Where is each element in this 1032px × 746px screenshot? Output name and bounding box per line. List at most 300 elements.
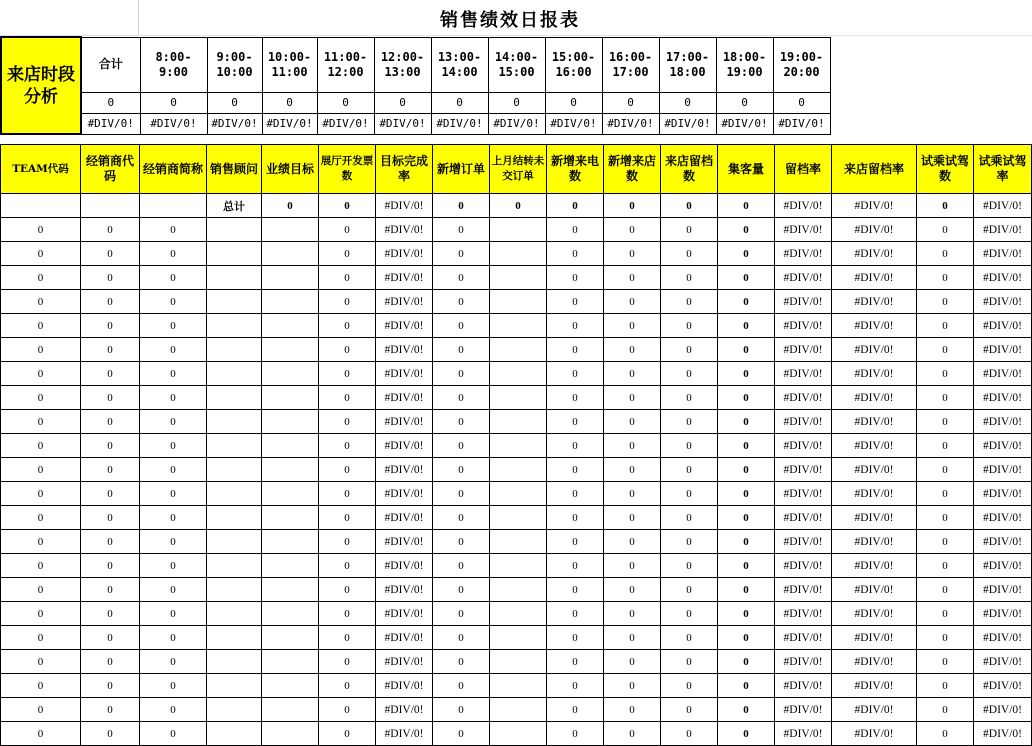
table-cell[interactable] <box>262 362 319 386</box>
table-cell[interactable]: 0 <box>433 650 490 674</box>
table-cell[interactable]: 0 <box>1 506 81 530</box>
table-cell[interactable]: 0 <box>917 722 974 746</box>
table-cell[interactable]: 0 <box>433 242 490 266</box>
table-cell[interactable]: #DIV/0! <box>775 698 832 722</box>
table-cell[interactable]: 0 <box>319 410 376 434</box>
column-header[interactable]: 经销商简称 <box>140 145 207 194</box>
table-cell[interactable]: 0 <box>604 674 661 698</box>
table-cell[interactable]: 0 <box>661 482 718 506</box>
table-cell[interactable]: 0 <box>1 722 81 746</box>
table-cell[interactable]: 0 <box>547 602 604 626</box>
table-cell[interactable] <box>207 290 262 314</box>
table-cell[interactable]: #DIV/0! <box>775 722 832 746</box>
table-cell[interactable]: 0 <box>140 698 207 722</box>
column-header[interactable]: 销售顾问 <box>207 145 262 194</box>
column-header[interactable]: 新增订单 <box>433 145 490 194</box>
table-cell[interactable] <box>207 458 262 482</box>
table-cell[interactable]: #DIV/0! <box>775 578 832 602</box>
table-cell[interactable]: #DIV/0! <box>974 674 1032 698</box>
table-cell[interactable]: 0 <box>718 290 775 314</box>
table-cell[interactable]: 0 <box>917 506 974 530</box>
table-cell[interactable]: 0 <box>1 386 81 410</box>
table-cell[interactable]: 0 <box>547 362 604 386</box>
table-cell[interactable]: #DIV/0! <box>775 386 832 410</box>
table-cell[interactable] <box>262 266 319 290</box>
table-cell[interactable]: 0 <box>604 314 661 338</box>
table-cell[interactable] <box>262 218 319 242</box>
time-slot-header[interactable]: 14:00- 15:00 <box>488 37 545 92</box>
table-cell[interactable]: #DIV/0! <box>832 362 917 386</box>
table-cell[interactable]: 0 <box>547 410 604 434</box>
table-cell[interactable]: 0 <box>547 338 604 362</box>
time-slot-header[interactable]: 17:00- 18:00 <box>659 37 716 92</box>
table-cell[interactable]: 0 <box>547 722 604 746</box>
table-cell[interactable]: 0 <box>433 626 490 650</box>
table-cell[interactable]: 0 <box>547 194 604 218</box>
table-cell[interactable] <box>490 626 547 650</box>
table-cell[interactable]: 0 <box>718 434 775 458</box>
table-cell[interactable]: 0 <box>661 530 718 554</box>
table-cell[interactable]: 0 <box>547 506 604 530</box>
table-cell[interactable] <box>207 314 262 338</box>
table-cell[interactable] <box>207 266 262 290</box>
table-cell[interactable]: #DIV/0! <box>775 674 832 698</box>
table-cell[interactable]: 0 <box>547 482 604 506</box>
table-cell[interactable]: 0 <box>1 482 81 506</box>
table-cell[interactable] <box>262 722 319 746</box>
table-cell[interactable]: #DIV/0! <box>832 722 917 746</box>
table-cell[interactable]: 0 <box>718 194 775 218</box>
table-cell[interactable]: 0 <box>661 458 718 482</box>
table-cell[interactable]: 0 <box>917 458 974 482</box>
table-cell[interactable] <box>490 386 547 410</box>
table-cell[interactable]: 0 <box>1 338 81 362</box>
time-slot-header[interactable]: 10:00- 11:00 <box>262 37 317 92</box>
table-cell[interactable]: #DIV/0! <box>832 482 917 506</box>
table-cell[interactable]: #DIV/0! <box>974 242 1032 266</box>
table-cell[interactable]: 0 <box>547 314 604 338</box>
table-cell[interactable]: 0 <box>547 242 604 266</box>
table-cell[interactable]: 0 <box>917 698 974 722</box>
table-cell[interactable]: 0 <box>547 626 604 650</box>
table-cell[interactable]: #DIV/0! <box>376 194 433 218</box>
table-cell[interactable] <box>490 674 547 698</box>
table-cell[interactable] <box>207 506 262 530</box>
table-cell[interactable]: #DIV/0! <box>974 482 1032 506</box>
table-cell[interactable]: 0 <box>661 602 718 626</box>
table-cell[interactable]: 0 <box>661 578 718 602</box>
table-cell[interactable] <box>490 602 547 626</box>
table-cell[interactable]: 0 <box>547 458 604 482</box>
table-cell[interactable] <box>490 698 547 722</box>
table-cell[interactable]: #DIV/0! <box>775 482 832 506</box>
table-cell[interactable]: 0 <box>604 218 661 242</box>
table-cell[interactable]: 0 <box>547 650 604 674</box>
table-cell[interactable]: 0 <box>917 602 974 626</box>
table-cell[interactable]: #DIV/0! <box>974 458 1032 482</box>
table-cell[interactable]: 0 <box>718 458 775 482</box>
table-cell[interactable]: 0 <box>917 554 974 578</box>
table-cell[interactable]: #DIV/0! <box>832 290 917 314</box>
table-cell[interactable]: 0 <box>718 578 775 602</box>
table-cell[interactable]: 0 <box>433 602 490 626</box>
table-cell[interactable]: 0 <box>718 506 775 530</box>
table-cell[interactable]: 0 <box>1 578 81 602</box>
table-cell[interactable] <box>207 386 262 410</box>
slot-count-cell[interactable]: 0 <box>374 92 431 113</box>
table-cell[interactable]: 0 <box>661 674 718 698</box>
table-cell[interactable] <box>262 314 319 338</box>
table-cell[interactable]: 0 <box>319 194 376 218</box>
table-cell[interactable]: #DIV/0! <box>974 698 1032 722</box>
table-cell[interactable]: 0 <box>547 578 604 602</box>
table-cell[interactable]: #DIV/0! <box>775 506 832 530</box>
table-cell[interactable]: 0 <box>718 386 775 410</box>
table-cell[interactable]: 0 <box>718 554 775 578</box>
table-cell[interactable]: 0 <box>1 554 81 578</box>
table-cell[interactable]: 0 <box>718 722 775 746</box>
table-cell[interactable]: 0 <box>140 434 207 458</box>
table-cell[interactable] <box>207 338 262 362</box>
table-cell[interactable]: 0 <box>604 434 661 458</box>
table-cell[interactable]: 0 <box>547 530 604 554</box>
table-cell[interactable]: 0 <box>917 218 974 242</box>
table-cell[interactable]: 0 <box>140 314 207 338</box>
table-cell[interactable]: 0 <box>433 434 490 458</box>
table-cell[interactable]: #DIV/0! <box>974 218 1032 242</box>
column-header[interactable]: 试乘试驾数 <box>917 145 974 194</box>
table-cell[interactable]: 0 <box>661 386 718 410</box>
table-cell[interactable]: 0 <box>604 578 661 602</box>
table-cell[interactable] <box>262 530 319 554</box>
table-cell[interactable]: 0 <box>917 410 974 434</box>
table-cell[interactable]: 0 <box>661 218 718 242</box>
title-left-cell[interactable] <box>0 0 139 36</box>
table-cell[interactable]: 0 <box>917 386 974 410</box>
table-cell[interactable]: #DIV/0! <box>832 674 917 698</box>
table-cell[interactable]: 0 <box>81 290 140 314</box>
table-cell[interactable]: 0 <box>917 626 974 650</box>
table-cell[interactable]: 0 <box>81 602 140 626</box>
table-cell[interactable]: 0 <box>604 242 661 266</box>
table-cell[interactable]: 0 <box>319 626 376 650</box>
table-cell[interactable]: 0 <box>917 314 974 338</box>
table-cell[interactable]: 0 <box>917 650 974 674</box>
slot-count-cell[interactable]: 0 <box>545 92 602 113</box>
table-cell[interactable] <box>490 458 547 482</box>
table-cell[interactable] <box>262 554 319 578</box>
time-slot-header[interactable]: 11:00- 12:00 <box>317 37 374 92</box>
table-cell[interactable]: #DIV/0! <box>376 410 433 434</box>
column-header[interactable]: 业绩目标 <box>262 145 319 194</box>
table-cell[interactable]: 0 <box>718 674 775 698</box>
table-cell[interactable]: 0 <box>81 386 140 410</box>
table-cell[interactable] <box>207 218 262 242</box>
table-cell[interactable]: #DIV/0! <box>376 482 433 506</box>
table-cell[interactable]: 0 <box>319 722 376 746</box>
table-cell[interactable]: 0 <box>319 434 376 458</box>
table-cell[interactable]: 0 <box>319 698 376 722</box>
table-cell[interactable]: 0 <box>140 386 207 410</box>
table-cell[interactable]: #DIV/0! <box>832 386 917 410</box>
table-cell[interactable]: 0 <box>547 386 604 410</box>
table-cell[interactable] <box>207 578 262 602</box>
table-cell[interactable]: 0 <box>319 554 376 578</box>
slot-ratio-cell[interactable]: #DIV/0! <box>659 113 716 134</box>
table-cell[interactable]: 0 <box>319 242 376 266</box>
table-cell[interactable]: 0 <box>547 266 604 290</box>
table-cell[interactable]: 0 <box>917 674 974 698</box>
table-cell[interactable]: 0 <box>917 242 974 266</box>
column-header[interactable]: 新增来店数 <box>604 145 661 194</box>
table-cell[interactable]: 0 <box>604 482 661 506</box>
table-cell[interactable]: 0 <box>140 602 207 626</box>
table-cell[interactable]: #DIV/0! <box>376 434 433 458</box>
table-cell[interactable]: 0 <box>1 602 81 626</box>
table-cell[interactable]: 0 <box>604 410 661 434</box>
table-cell[interactable]: #DIV/0! <box>775 242 832 266</box>
table-cell[interactable]: 0 <box>604 362 661 386</box>
table-cell[interactable]: 0 <box>433 338 490 362</box>
table-cell[interactable]: 0 <box>140 482 207 506</box>
table-cell[interactable]: #DIV/0! <box>775 650 832 674</box>
table-cell[interactable]: 0 <box>319 506 376 530</box>
table-cell[interactable]: 0 <box>433 410 490 434</box>
column-header[interactable]: 展厅开发票数 <box>319 145 376 194</box>
table-cell[interactable]: #DIV/0! <box>832 458 917 482</box>
time-slot-header[interactable]: 15:00- 16:00 <box>545 37 602 92</box>
time-slot-header[interactable]: 12:00- 13:00 <box>374 37 431 92</box>
table-cell[interactable]: 0 <box>604 338 661 362</box>
table-cell[interactable]: 0 <box>1 674 81 698</box>
table-cell[interactable]: 0 <box>604 650 661 674</box>
table-cell[interactable]: 0 <box>1 650 81 674</box>
table-cell[interactable]: #DIV/0! <box>775 626 832 650</box>
table-cell[interactable] <box>262 386 319 410</box>
table-cell[interactable] <box>1 194 81 218</box>
table-cell[interactable] <box>490 482 547 506</box>
table-cell[interactable]: #DIV/0! <box>775 530 832 554</box>
table-cell[interactable]: #DIV/0! <box>775 362 832 386</box>
table-cell[interactable]: 0 <box>604 458 661 482</box>
table-cell[interactable]: #DIV/0! <box>832 266 917 290</box>
table-cell[interactable]: 0 <box>433 482 490 506</box>
table-cell[interactable] <box>207 434 262 458</box>
table-cell[interactable]: 0 <box>319 530 376 554</box>
table-cell[interactable]: 0 <box>81 722 140 746</box>
slot-count-cell[interactable]: 0 <box>659 92 716 113</box>
table-cell[interactable]: 0 <box>81 482 140 506</box>
slot-ratio-cell[interactable]: #DIV/0! <box>140 113 207 134</box>
table-cell[interactable]: 总计 <box>207 194 262 218</box>
table-cell[interactable]: 0 <box>661 314 718 338</box>
table-cell[interactable]: 0 <box>433 530 490 554</box>
table-cell[interactable]: #DIV/0! <box>376 530 433 554</box>
table-cell[interactable]: 0 <box>319 386 376 410</box>
table-cell[interactable]: #DIV/0! <box>832 242 917 266</box>
table-cell[interactable]: #DIV/0! <box>974 290 1032 314</box>
table-cell[interactable]: #DIV/0! <box>832 554 917 578</box>
table-cell[interactable]: 0 <box>140 290 207 314</box>
table-cell[interactable] <box>262 578 319 602</box>
slot-count-cell[interactable]: 0 <box>488 92 545 113</box>
table-cell[interactable]: 0 <box>661 410 718 434</box>
table-cell[interactable]: 0 <box>433 722 490 746</box>
table-cell[interactable]: #DIV/0! <box>832 338 917 362</box>
table-cell[interactable]: 0 <box>140 722 207 746</box>
table-cell[interactable]: 0 <box>718 698 775 722</box>
table-cell[interactable]: 0 <box>81 362 140 386</box>
table-cell[interactable]: 0 <box>140 578 207 602</box>
table-cell[interactable]: 0 <box>140 362 207 386</box>
table-cell[interactable]: 0 <box>917 578 974 602</box>
table-cell[interactable]: 0 <box>604 194 661 218</box>
analysis-label-cell[interactable]: 来店时段分析 <box>1 37 81 134</box>
table-cell[interactable]: 0 <box>319 314 376 338</box>
table-cell[interactable]: 0 <box>718 650 775 674</box>
table-cell[interactable]: 0 <box>661 242 718 266</box>
slot-ratio-cell[interactable]: #DIV/0! <box>317 113 374 134</box>
table-cell[interactable]: #DIV/0! <box>376 506 433 530</box>
table-cell[interactable]: 0 <box>319 674 376 698</box>
table-cell[interactable]: #DIV/0! <box>832 650 917 674</box>
table-cell[interactable]: #DIV/0! <box>974 650 1032 674</box>
table-cell[interactable] <box>490 362 547 386</box>
column-header[interactable]: 集客量 <box>718 145 775 194</box>
slot-ratio-cell[interactable]: #DIV/0! <box>488 113 545 134</box>
table-cell[interactable]: 0 <box>319 218 376 242</box>
table-cell[interactable] <box>207 626 262 650</box>
table-cell[interactable]: #DIV/0! <box>832 314 917 338</box>
time-slot-header[interactable]: 19:00- 20:00 <box>773 37 830 92</box>
table-cell[interactable] <box>262 506 319 530</box>
table-cell[interactable]: #DIV/0! <box>974 506 1032 530</box>
table-cell[interactable] <box>490 338 547 362</box>
table-cell[interactable]: #DIV/0! <box>376 578 433 602</box>
table-cell[interactable]: 0 <box>718 218 775 242</box>
table-cell[interactable] <box>490 506 547 530</box>
table-cell[interactable]: 0 <box>319 650 376 674</box>
table-cell[interactable]: #DIV/0! <box>974 722 1032 746</box>
table-cell[interactable]: #DIV/0! <box>376 698 433 722</box>
table-cell[interactable]: 0 <box>433 698 490 722</box>
table-cell[interactable]: 0 <box>661 362 718 386</box>
table-cell[interactable]: 0 <box>1 458 81 482</box>
table-cell[interactable]: 0 <box>81 506 140 530</box>
table-cell[interactable] <box>490 434 547 458</box>
table-cell[interactable]: 0 <box>433 554 490 578</box>
table-cell[interactable]: 0 <box>1 410 81 434</box>
column-header[interactable]: 来店留档率 <box>832 145 917 194</box>
time-slot-header[interactable]: 8:00- 9:00 <box>140 37 207 92</box>
table-cell[interactable]: #DIV/0! <box>775 218 832 242</box>
table-cell[interactable]: 0 <box>1 530 81 554</box>
slot-ratio-cell[interactable]: #DIV/0! <box>374 113 431 134</box>
table-cell[interactable]: 0 <box>661 506 718 530</box>
table-cell[interactable]: #DIV/0! <box>775 194 832 218</box>
table-cell[interactable] <box>262 698 319 722</box>
table-cell[interactable]: 0 <box>661 626 718 650</box>
table-cell[interactable]: #DIV/0! <box>775 290 832 314</box>
table-cell[interactable]: #DIV/0! <box>832 218 917 242</box>
table-cell[interactable]: #DIV/0! <box>974 626 1032 650</box>
table-cell[interactable]: #DIV/0! <box>974 602 1032 626</box>
table-cell[interactable] <box>262 458 319 482</box>
table-cell[interactable]: 0 <box>140 242 207 266</box>
table-cell[interactable]: #DIV/0! <box>376 554 433 578</box>
table-cell[interactable]: #DIV/0! <box>832 578 917 602</box>
table-cell[interactable] <box>140 194 207 218</box>
table-cell[interactable] <box>207 722 262 746</box>
table-cell[interactable]: 0 <box>917 290 974 314</box>
table-cell[interactable] <box>207 554 262 578</box>
table-cell[interactable]: 0 <box>81 578 140 602</box>
slot-count-cell[interactable]: 0 <box>81 92 140 113</box>
column-header[interactable]: 目标完成率 <box>376 145 433 194</box>
table-cell[interactable] <box>262 434 319 458</box>
table-cell[interactable]: 0 <box>319 266 376 290</box>
table-cell[interactable]: #DIV/0! <box>832 434 917 458</box>
table-cell[interactable]: #DIV/0! <box>974 194 1032 218</box>
table-cell[interactable]: #DIV/0! <box>376 362 433 386</box>
table-cell[interactable]: #DIV/0! <box>974 314 1032 338</box>
table-cell[interactable]: #DIV/0! <box>376 266 433 290</box>
table-cell[interactable]: #DIV/0! <box>376 242 433 266</box>
table-cell[interactable] <box>207 242 262 266</box>
slot-count-cell[interactable]: 0 <box>602 92 659 113</box>
table-cell[interactable]: #DIV/0! <box>832 698 917 722</box>
table-cell[interactable]: 0 <box>1 290 81 314</box>
table-cell[interactable]: 0 <box>547 434 604 458</box>
table-cell[interactable]: 0 <box>547 698 604 722</box>
table-cell[interactable]: 0 <box>319 290 376 314</box>
time-slot-header[interactable]: 18:00- 19:00 <box>716 37 773 92</box>
table-cell[interactable] <box>490 266 547 290</box>
table-cell[interactable]: 0 <box>718 242 775 266</box>
table-cell[interactable]: 0 <box>81 242 140 266</box>
column-header[interactable]: 新增来电数 <box>547 145 604 194</box>
slot-count-cell[interactable]: 0 <box>140 92 207 113</box>
table-cell[interactable]: 0 <box>547 290 604 314</box>
table-cell[interactable]: 0 <box>81 266 140 290</box>
table-cell[interactable]: 0 <box>1 626 81 650</box>
table-cell[interactable]: 0 <box>433 290 490 314</box>
table-cell[interactable]: 0 <box>433 314 490 338</box>
table-cell[interactable]: 0 <box>140 410 207 434</box>
table-cell[interactable]: 0 <box>319 338 376 362</box>
table-cell[interactable] <box>81 194 140 218</box>
table-cell[interactable]: #DIV/0! <box>376 290 433 314</box>
table-cell[interactable]: 0 <box>140 338 207 362</box>
time-slot-header[interactable]: 16:00- 17:00 <box>602 37 659 92</box>
table-cell[interactable] <box>262 674 319 698</box>
column-header[interactable]: 上月结转未交订单 <box>490 145 547 194</box>
table-cell[interactable]: 0 <box>604 386 661 410</box>
table-cell[interactable] <box>490 578 547 602</box>
table-cell[interactable] <box>262 602 319 626</box>
column-header[interactable]: 来店留档数 <box>661 145 718 194</box>
table-cell[interactable] <box>262 650 319 674</box>
table-cell[interactable]: 0 <box>433 674 490 698</box>
table-cell[interactable]: 0 <box>917 266 974 290</box>
table-cell[interactable] <box>490 554 547 578</box>
table-cell[interactable]: 0 <box>661 290 718 314</box>
table-cell[interactable] <box>490 218 547 242</box>
table-cell[interactable] <box>207 650 262 674</box>
table-cell[interactable]: 0 <box>661 650 718 674</box>
slot-ratio-cell[interactable]: #DIV/0! <box>81 113 140 134</box>
table-cell[interactable]: 0 <box>81 434 140 458</box>
